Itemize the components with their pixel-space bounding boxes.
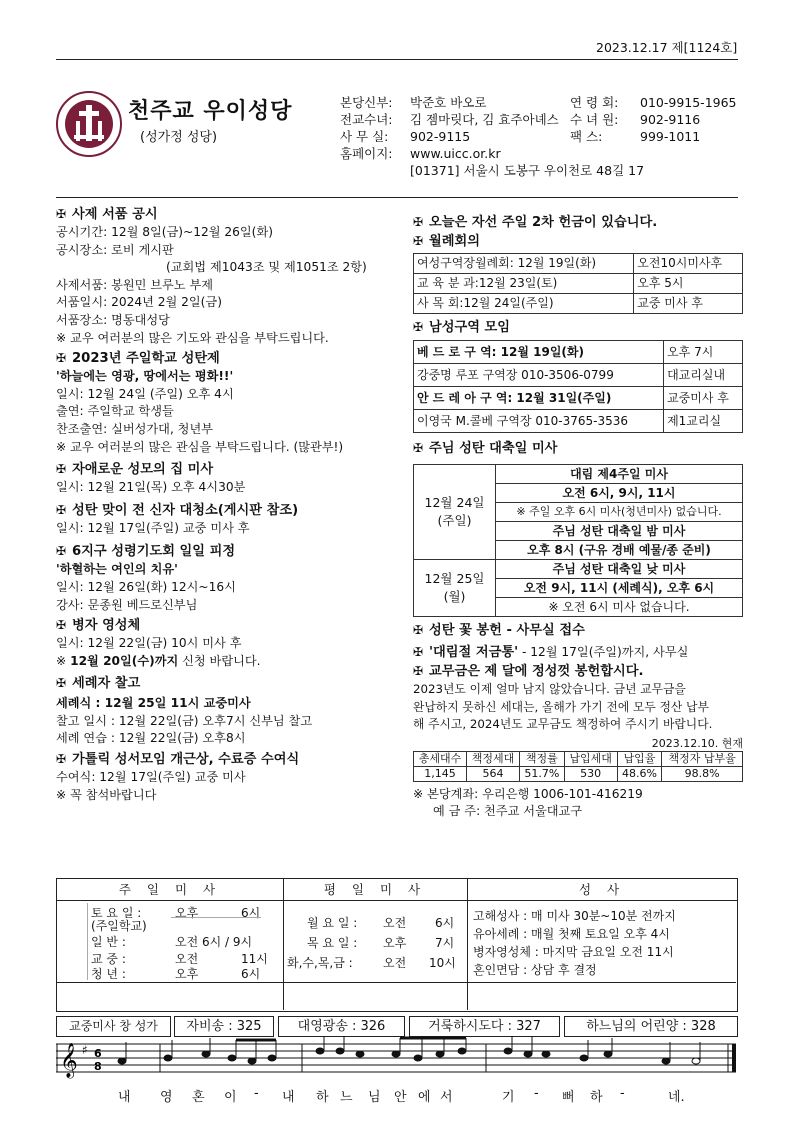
text-line: 해 주시고, 2024년도 교무금도 책정하여 주시기 바랍니다. [413, 717, 713, 732]
hymn-item: 대영광송 : 326 [278, 1016, 405, 1037]
table-row: ※ 주일 오후 6시 미사(청년미사) 없습니다. [414, 503, 743, 522]
svg-text:𝄞: 𝄞 [60, 1043, 78, 1078]
cross-mark-icon: ✠ [56, 207, 67, 221]
text-line: 공시기간: 12월 8일(금)~12월 26일(화) [56, 225, 273, 239]
text-line: 찰고 일시 : 12월 22일(금) 오후7시 신부님 찰고 [56, 713, 313, 728]
column-divider [467, 879, 468, 1010]
svg-text:♯: ♯ [82, 1043, 88, 1057]
table-row: 오후 8시 (구유 경배 예물/종 준비) [414, 541, 743, 560]
cross-mark-icon: ✠ [413, 645, 424, 659]
section-title: ✠ 사제 서품 공시 [56, 207, 158, 222]
section-title: ✠ 세례자 찰고 [56, 676, 141, 692]
text-line: '하혈하는 여인의 치유' [56, 562, 178, 577]
info-value: 999-1011 [640, 129, 701, 144]
text-line: 일시: 12월 21일(목) 오후 4시30분 [56, 480, 246, 495]
text-line: 수여식: 12월 17일(주일) 교중 미사 [56, 770, 246, 785]
lyric-syllable: 하 [316, 1090, 329, 1105]
hymn-item: 자비송 : 325 [174, 1016, 274, 1037]
contact-right [570, 94, 737, 145]
text-line: 찬조출연: 실버성가대, 청년부 [56, 421, 214, 436]
sacrament-header: 성 사 [467, 879, 737, 901]
table-row: 12월 25일 (월) 주님 성탄 대축일 낮 미사 [414, 560, 743, 579]
section-title: ✠ 남성구역 모임 [413, 320, 511, 335]
section-title: ✠ 자애로운 성모의 집 미사 [56, 462, 214, 478]
header-divider [56, 59, 738, 60]
table-row: 안 드 레 아 구 역: 12월 31일(주일) 교중미사 후 [414, 387, 743, 410]
info-value: 010-9915-1965 [640, 95, 737, 110]
table-row: 이영국 M.콜베 구역장 010-3765-3536 제1교리실 [414, 410, 743, 433]
cross-mark-icon: ✠ [56, 676, 67, 691]
stats-date: 2023.12.10. 현재 [651, 736, 743, 750]
info-value: 902-9115 [410, 129, 471, 144]
svg-text:6: 6 [94, 1047, 102, 1060]
lyric-syllable: 서 [440, 1090, 453, 1105]
text-line: 세례 연습 : 12월 22일(금) 오후8시 [56, 731, 246, 746]
info-key: 사 무 실: [340, 129, 389, 144]
table-row: 오전 9시, 11시 (세례식), 오후 6시 [414, 579, 743, 598]
section-divider [56, 197, 738, 198]
section-title: ✠ '대림절 저금통' - 12월 17일(주일)까지, 사무실 [413, 645, 689, 660]
table-row: 베 드 로 구 역: 12월 19일(화) 오후 7시 [414, 341, 743, 364]
text-line: 공시장소: 로비 게시판 [56, 242, 174, 257]
svg-text:8: 8 [94, 1060, 102, 1073]
table-row: 사 목 회:12월 24일(주일) 교중 미사 후 [414, 294, 743, 314]
monthly-meeting-table [413, 253, 743, 314]
text-line: 출연: 주일학교 학생들 [56, 404, 174, 419]
section-title: ✠ 월례회의 [413, 234, 480, 249]
cross-mark-icon: ✠ [413, 623, 424, 637]
section-title: ✠ 교무금은 제 달에 정성껏 봉헌합시다. [413, 664, 644, 679]
text-line: 일시: 12월 17일(주일) 교중 미사 후 [56, 520, 250, 535]
text-line: 세례식 : 12월 25일 11시 교중미사 [56, 696, 251, 711]
christmas-mass-table [413, 464, 743, 617]
lyric-syllable: 뻐 [562, 1090, 575, 1105]
lyric-syllable: 기 [502, 1090, 515, 1105]
text-line: 일시: 12월 24일 (주일) 오후 4시 [56, 386, 234, 401]
text-line: ※ 교우 여러분의 많은 기도와 관심을 부탁드립니다. [56, 330, 329, 345]
weekday-mass-header: 평 일 미 사 [283, 879, 467, 901]
lyric-syllable: 내 [118, 1090, 131, 1105]
cross-mark-icon: ✠ [56, 351, 67, 366]
table-row: 12월 24일 (주일) 대림 제4주일 미사 [414, 465, 743, 484]
parish-name: 천주교 우이성당 [128, 99, 293, 124]
mass-schedule-box: 주 일 미 사 평 일 미 사 성 사 토 요 일 : 오후 6시 (주일학교) 일 반 : 오전 6시 / 9시 교 중 : 오전 11시 청 년 : 오후 6시 월 요 일 : 오전 6시 목 요 일 : 오후 7시 화,수,목,금 : 오전 10시 고해성사 : 매 미사 30분~10분 전까지 유아세례 : 매월 첫째 토요일 오후 4시 병자영성체 : 마지막 금요일 오전 11시 혼인면담 : 상담 후 결정 [56, 878, 738, 1012]
info-value: 박준호 바오로 [410, 95, 487, 110]
text-line: 강사: 문종원 베드로신부님 [56, 597, 198, 612]
info-key: 팩 스: [570, 129, 603, 144]
male-district-table [413, 340, 743, 433]
table-row: 주님 성탄 대축일 밤 미사 [414, 522, 743, 541]
table-row: 총세대수 책정세대 책정률 납입세대 납입율 책정자 납부율 [414, 751, 743, 766]
text-line: 서품일시: 2024년 2월 2일(금) [56, 295, 222, 310]
info-value: 902-9116 [640, 112, 701, 127]
lyric-syllable: 느 [340, 1090, 353, 1105]
homepage-link[interactable]: www.uicc.or.kr [410, 146, 501, 161]
cross-mark-icon: ✠ [56, 502, 67, 517]
sunday-mass-header: 주 일 미 사 [57, 879, 283, 901]
info-key: 전교수녀: [340, 112, 393, 127]
sacrament-list: 고해성사 : 매 미사 30분~10분 전까지 유아세례 : 매월 첫째 토요일 오후 4시 병자영성체 : 마지막 금요일 오전 11시 혼인면담 : 상담 후 결정 [473, 909, 676, 977]
lyric-syllable: 혼 [192, 1090, 205, 1105]
text-line: 사제서품: 봉원민 브루노 부제 [56, 277, 214, 292]
section-title: ✠ 2023년 주일학교 성탄제 [56, 351, 220, 367]
table-row: 여성구역장월례회: 12월 19일(화) 오전10시미사후 [414, 254, 743, 274]
tithe-stats-table [413, 751, 743, 782]
table-row: ※ 오전 6시 미사 없습니다. [414, 598, 743, 617]
lyric-syllable: 님 [368, 1090, 381, 1105]
row-divider [57, 982, 736, 983]
lyric-syllable: 에 [418, 1090, 431, 1105]
cross-mark-icon: ✠ [56, 752, 67, 767]
text-line: '하늘에는 영광, 땅에서는 평화!!' [56, 369, 234, 384]
text-line: ※ 꼭 참석바랍니다 [56, 787, 157, 802]
text-line: 일시: 12월 26일(화) 12시~16시 [56, 579, 236, 594]
table-row: 오전 6시, 9시, 11시 [414, 484, 743, 503]
section-title: ✠ 6지구 성령기도회 일일 피정 [56, 544, 236, 560]
info-value: 김 젬마릿다, 김 효주아녜스 [410, 112, 559, 127]
table-row: 교 육 분 과:12월 23일(토) 오후 5시 [414, 274, 743, 294]
column-divider [283, 879, 284, 1010]
lyric-syllable: - [534, 1086, 539, 1101]
table-row: 1,145 564 51.7% 530 48.6% 98.8% [414, 766, 743, 781]
cross-mark-icon: ✠ [56, 618, 67, 633]
cross-mark-icon: ✠ [413, 234, 424, 248]
lyric-syllable: 안 [394, 1090, 407, 1105]
parish-logo-icon [56, 91, 122, 157]
lyric-syllable: 하 [590, 1090, 603, 1105]
section-title: ✠ 주님 성탄 대축일 미사 [413, 441, 558, 456]
text-line: ※ 12월 20일(수)까지 신청 바랍니다. [56, 653, 261, 668]
lyric-syllable: - [254, 1086, 259, 1101]
text-line: 2023년도 이제 얼마 남지 않았습니다. 금년 교무금을 [413, 682, 686, 696]
info-key: 수 녀 원: [570, 112, 619, 127]
section-title: ✠ 성탄 꽃 봉헌 - 사무실 접수 [413, 623, 585, 638]
bank-account: ※ 본당계좌: 우리은행 1006-101-416219 [413, 786, 643, 801]
text-line: 일시: 12월 22일(금) 10시 미사 후 [56, 636, 242, 651]
lyric-syllable: 네. [668, 1090, 685, 1105]
right-column [413, 213, 743, 821]
lyric-syllable: 내 [282, 1090, 295, 1105]
table-row: 강중명 루포 구역장 010-3506-0799 대교리실내 [414, 364, 743, 387]
hymn-label: 교중미사 창 성가 [56, 1016, 171, 1037]
section-title: ✠ 병자 영성체 [56, 618, 141, 634]
section-title: ✠ 성탄 맞이 전 신자 대청소(게시판 참조) [56, 502, 299, 518]
hymn-item: 거룩하시도다 : 327 [409, 1016, 560, 1037]
info-key: 연 령 회: [570, 95, 619, 110]
hymn-item: 하느님의 어린양 : 328 [564, 1016, 738, 1037]
info-key: 본당신부: [340, 95, 393, 110]
account-holder: 예 금 주: 천주교 서울대교구 [433, 804, 583, 819]
left-column [56, 205, 406, 804]
cross-mark-icon: ✠ [413, 441, 424, 455]
text-line: 완납하지 못하신 세대는, 올해가 가기 전에 모두 정산 납부 [413, 699, 709, 714]
cross-mark-icon: ✠ [56, 544, 67, 559]
lyric-syllable: 이 [224, 1090, 237, 1105]
parish-subtitle: (성가정 성당) [140, 130, 218, 145]
text-line: ※ 교우 여러분의 많은 관심을 부탁드립니다. (많관부!) [56, 439, 344, 454]
info-key: 홈페이지: [340, 146, 393, 161]
cross-mark-icon: ✠ [413, 215, 424, 229]
issue-date: 2023.12.17 제[1124호] [596, 40, 738, 55]
lyric-syllable: - [620, 1086, 625, 1101]
lyric-syllable: 영 [160, 1090, 173, 1105]
section-title: ✠ 오늘은 자선 주일 2차 헌금이 있습니다. [413, 215, 658, 230]
cross-mark-icon: ✠ [56, 462, 67, 477]
cross-mark-icon: ✠ [413, 320, 424, 334]
address: [01371] 서울시 도봉구 우이천로 48길 17 [410, 163, 645, 178]
text-line: (교회법 제1043조 및 제1051조 2항) [166, 260, 367, 275]
text-line: 서품장소: 명동대성당 [56, 312, 170, 327]
cross-mark-icon: ✠ [413, 664, 424, 678]
section-title: ✠ 가톨릭 성서모임 개근상, 수료증 수여식 [56, 752, 300, 768]
music-staff [56, 1036, 738, 1082]
